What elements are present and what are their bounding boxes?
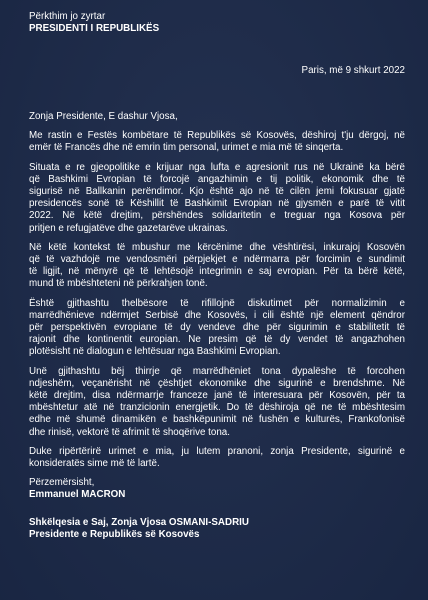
paragraph-line: emër të Francës dhe në emrin tim personal, urimet e mia më të sinqerta. xyxy=(29,142,344,154)
paragraph-line: mbështetur atë në tranzicionin energjetik. Do të dëshiroja që ne të mbështesim xyxy=(29,402,405,414)
paragraph-line: sigurisë në Ballkanin perëndimor. Kjo është ajo në të cilën jemi fokusuar gjatë xyxy=(29,186,405,198)
letter-body xyxy=(29,111,405,541)
paragraph-line: Duke ripërtërirë urimet e mia, ju lutem pranoni, zonja Presidente, sigurinë e xyxy=(29,445,405,457)
paragraph-line: që të vazhdojë me vendosmëri përpjekjet e ndërmarra për forcimin e sundimit xyxy=(29,254,405,266)
paragraph-line: konsideratës sime më të lartë. xyxy=(29,458,160,470)
letter-date: Paris, më 9 shkurt 2022 xyxy=(301,65,405,76)
signatory-name: Emmanuel MACRON xyxy=(29,489,126,501)
paragraph xyxy=(29,130,405,154)
paragraph xyxy=(29,162,405,235)
paragraph-line: plotësisht në dialogun e lehtësuar nga Bashkimi Evropian. xyxy=(29,346,281,358)
letter-header xyxy=(29,11,159,35)
paragraph-line: presidencës sonë të Këshillit të Bashkimit Evropian në gjysmën e parë të vitit xyxy=(29,198,405,210)
paragraph-line: edhe më shumë dinamikën e bashkëpunimit në fushën e kulturës, Frankofonisë xyxy=(29,414,405,426)
salutation: Zonja Presidente, E dashur Vjosa, xyxy=(29,111,178,122)
paragraph xyxy=(29,366,405,439)
paragraph-line: që Bashkimi Evropian të forcojë angazhimin e tij politik, ekonomik dhe të xyxy=(29,173,405,185)
paragraph-line: mund të mbështeteni në përkrahjen tonë. xyxy=(29,278,208,290)
paragraph-line: pritjen e refugjatëve dhe gazetarëve ukrainas. xyxy=(29,222,228,234)
paragraph-line: ndjeshëm, veçanërisht në çështjet ekonomike dhe sigurinë e brendshme. Në xyxy=(29,377,405,389)
paragraph-line: Situata e re gjeopolitike e krijuar nga lufta e agresionit rus në Ukrainë ka bërë xyxy=(29,161,405,173)
recipient-title: Presidente e Republikës së Kosovës xyxy=(29,529,200,541)
paragraph-line: rajonit dhe kontinentit europian. Ne presim që të dy vendet të angazhohen xyxy=(29,334,405,346)
paragraph-line: Unë gjithashtu bëj thirrje që marrëdhëniet tona dypalëshe të forcohen xyxy=(29,365,405,377)
valediction: Përzemërsisht, xyxy=(29,477,95,489)
paragraph xyxy=(29,242,405,291)
paragraph xyxy=(29,446,405,470)
letter-closing xyxy=(29,477,405,501)
translation-note: Përkthim jo zyrtar xyxy=(29,11,106,22)
recipient-name: Shkëlqesia e Saj, Zonja Vjosa OSMANI-SADRIU xyxy=(29,517,249,529)
paragraph-line: të ligjit, në mënyrë që të lehtësojë integrimin e saj evropian. Për ta bërë këtë, xyxy=(29,266,405,278)
paragraph-line: dhe rinisë, vektorë të afrimit të shoqërive tona. xyxy=(29,426,230,438)
paragraph xyxy=(29,298,405,359)
recipient-block xyxy=(29,517,405,541)
paragraph-line: për perspektivën evropiane të dy vendeve dhe për sigurimin e stabilitetit të xyxy=(29,322,405,334)
sender-title: PRESIDENTI I REPUBLIKËS xyxy=(29,23,160,34)
paragraph-line: Është gjithashtu thelbësore të rifillojnë diskutimet për normalizimin e xyxy=(29,297,405,309)
paragraph-line: këtë drejtim, disa ndërmarrje franceze janë të interesuara për Kosovën, për ta xyxy=(29,390,405,402)
paragraph-line: marrëdhënieve ndërmjet Serbisë dhe Kosovës, i cili është një element qëndror xyxy=(29,309,405,321)
paragraph-line: 2022. Në këtë drejtim, përshëndes solidaritetin e treguar nga Kosova për xyxy=(29,210,405,222)
paragraph-line: Në këtë kontekst të mbushur me kërcënime dhe vështirësi, inkurajoj Kosovën xyxy=(29,241,405,253)
paragraph-line: Me rastin e Festës kombëtare të Republikës së Kosovës, dëshiroj t'ju dërgoj, në xyxy=(29,130,405,142)
